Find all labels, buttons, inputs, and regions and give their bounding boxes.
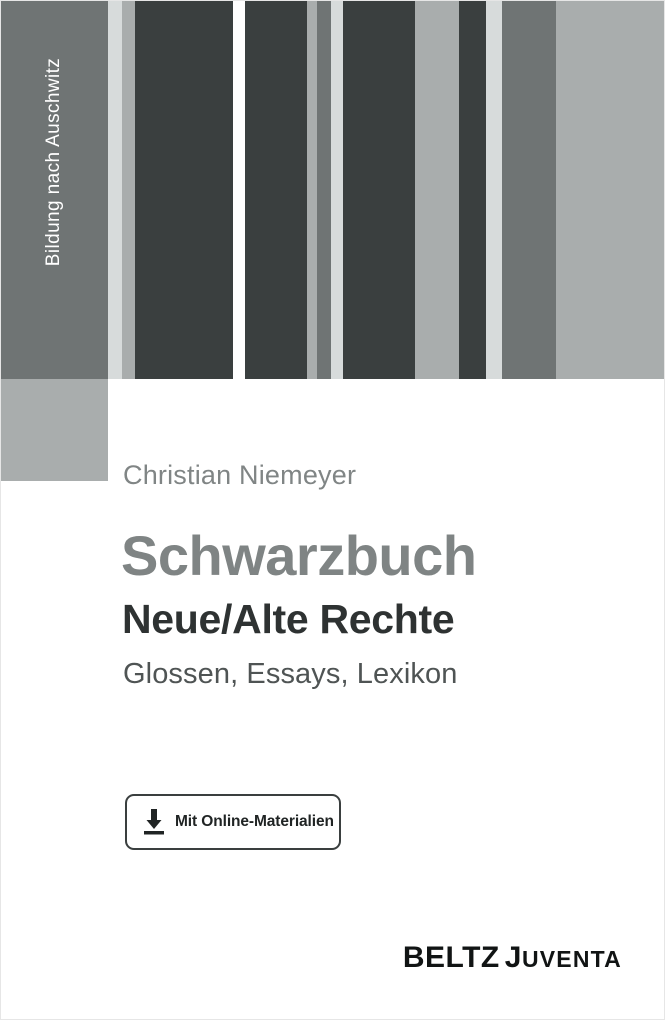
series-title (1, 1, 108, 379)
book-title-main: Schwarzbuch (121, 524, 477, 587)
stripe-5 (245, 1, 307, 379)
online-materials-badge (125, 794, 341, 850)
online-materials-label: Mit Online-Materialien (175, 813, 334, 830)
stripe-4 (233, 1, 245, 379)
stripe-2 (122, 1, 135, 379)
author-name: Christian Niemeyer (123, 460, 357, 490)
stripe-14 (556, 1, 665, 379)
stripe-13 (502, 1, 556, 379)
book-title-sub: Neue/Alte Rechte (122, 596, 455, 642)
stripe-12 (486, 1, 502, 379)
publisher-logo-j: J (504, 941, 522, 974)
stripe-3 (135, 1, 233, 379)
stripe-9 (343, 1, 415, 379)
stripe-8 (331, 1, 343, 379)
download-icon (141, 807, 167, 837)
book-subtitle: Glossen, Essays, Lexikon (123, 658, 458, 690)
stripe-1 (108, 1, 122, 379)
stripe-7 (317, 1, 331, 379)
stripe-10 (415, 1, 459, 379)
stripe-11 (459, 1, 486, 379)
stripe-6 (307, 1, 317, 379)
series-title-label: Bildung nach Auschwitz (43, 57, 65, 267)
publisher-logo-uventa: UVENTA (521, 946, 622, 972)
publisher-logo-beltz: BELTZ (402, 941, 500, 974)
publisher-logo (403, 941, 622, 975)
left-grey-block (1, 379, 108, 481)
